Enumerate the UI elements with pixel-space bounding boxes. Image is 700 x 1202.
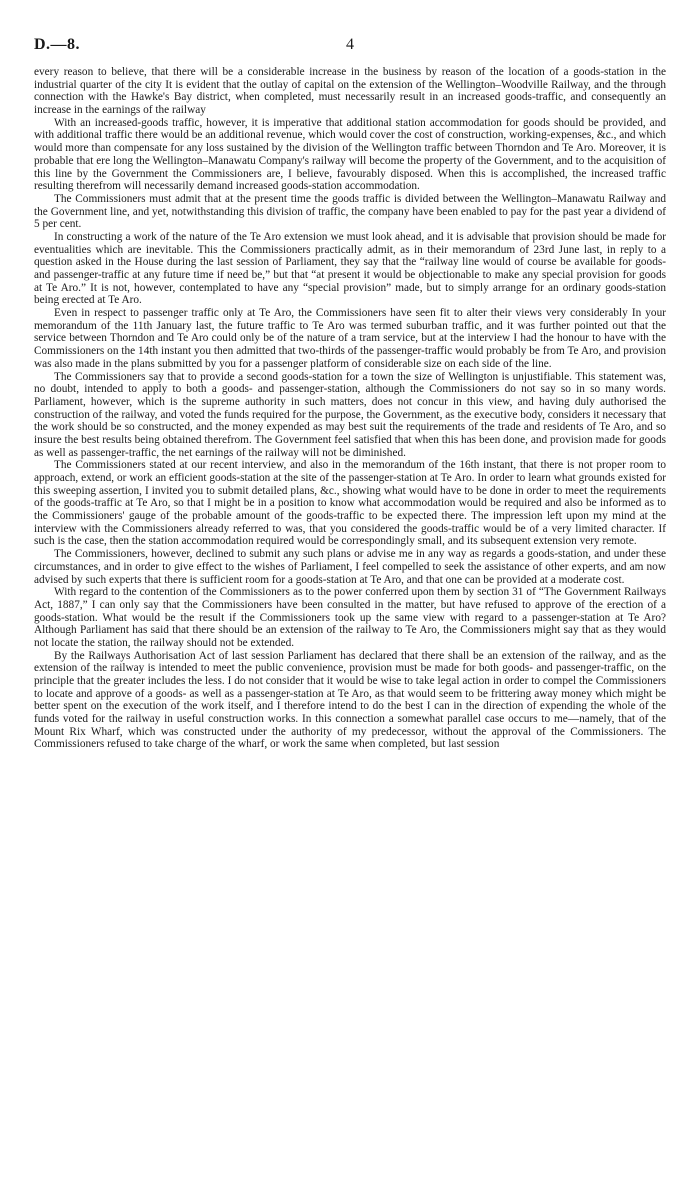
document-reference: D.—8. [34,36,81,53]
paragraph: Even in respect to passenger traffic only at Te Aro, the Commissioners have seen fit to alter their views very considerably In your memorandum of the 11th January last, the future traffic to Te Aro was termed suburban traffic, and it was further pointed out that the service between Thorndon and Te Aro could only be of the nature of a tram service, but at the interview I had the honour to have with the Commissioners on the 14th instant you then admitted that two-thirds of the passenger-traffic would probably be from Te Aro, and provision was also made in the plans submitted by you for a passenger platform of considerable size on each side of the line. [34,307,666,370]
paragraph: The Commissioners say that to provide a second goods-station for a town the size of Wellington is unjustifiable. This statement was, no doubt, intended to apply to both a goods- and passenger-station, although the Commissioners do not say so in so many words. Parliament, however, which is the supreme authority in such matters, does not concur in this view, and having duly authorised the construction of the railway, and voted the funds required for the purpose, the Government, as the executive body, considers it necessary that the work should be so constructed, and the money expended as may best suit the requirements of the trade and residents of Te Aro, and so insure the best results being obtained therefrom. The Government feel satisfied that when this has been done, and provision made for goods as well as passenger-traffic, the net earnings of the railway will not be diminished. [34,370,666,459]
paragraph: every reason to believe, that there will be a considerable increase in the business by reason of the location of a goods-station in the industrial quarter of the city It is evident that the outlay of capital on the extension of the Wellington–Woodville Railway, and the through connection with the Hawke's Bay district, when completed, must necessarily result in an increased goods-traffic, and consequently an increase in the earnings of the railway [34,66,666,117]
paragraph: With an increased-goods traffic, however, it is imperative that additional station accommodation for goods should be provided, and with additional traffic there would be an additional revenue, which would cover the cost of construction, working-expenses, &c., and which would more than compensate for any loss sustained by the division of the Wellington traffic between Thorndon and Te Aro. Moreover, it is probable that ere long the Wellington–Manawatu Company's railway will become the property of the Government, and to the acquisition of this line by the Government the Commissioners are, I believe, favourably disposed. When this is accomplished, the increased traffic resulting therefrom will necessarily demand increased goods-station accommodation. [34,116,666,193]
paragraph: By the Railways Authorisation Act of last session Parliament has declared that there shall be an extension of the railway, and as the extension of the railway is intended to meet the public convenience, provision must be made for both goods- and passenger-traffic, on the principle that the greater includes the less. I do not consider that it would be wise to take legal action in order to compel the Commissioners to locate and approve of a goods- as well as a passenger-station at Te Aro, as that would seem to be frittering away money which might be better spent on the execution of the work itself, and I therefore intend to do the best I can in the direction of expending the whole of the funds voted for the railway in useful construction works. In this connection a somewhat parallel case occurs to me—namely, that of the Mount Rix Wharf, which was constructed under the authority of my predecessor, without the approval of the Commissioners. The Commissioners refused to take charge of the wharf, or work the same when completed, but last session [34,649,666,751]
document-body [34,66,666,751]
paragraph: The Commissioners stated at our recent interview, and also in the memorandum of the 16th instant, that there is not proper room to approach, extend, or work an efficient goods-station at the site of the passenger-station at Te Aro. In order to learn what grounds existed for this sweeping assertion, I invited you to submit detailed plans, &c., showing what would have to be done in order to meet the requirements of the goods-traffic at Te Aro, so that I might be in a position to know what accommodation would be required and also be informed as to the Commissioners' gauge of the probable amount of the goods-traffic to be expected there. The impression left upon my mind at the interview with the Commissioners already referred to was, that you considered the goods-traffic would be of a very limited character. If such is the case, then the station accommodation required would be correspondingly small, and its subsequent extension very remote. [34,459,666,548]
paragraph: With regard to the contention of the Commissioners as to the power conferred upon them by section 31 of “The Government Railways Act, 1887,” I can only say that the Commissioners have been consulted in the matter, but have refused to approve of the erection of a goods-station. What would be the result if the Commissioners took up the same view with regard to a passenger-station at Te Aro? Although Parliament has said that there should be an extension of the railway to Te Aro, the Commissioners might say that as they would not locate the station, the railway should not be extended. [34,586,666,649]
paragraph: The Commissioners must admit that at the present time the goods traffic is divided between the Wellington–Manawatu Railway and the Government line, and yet, notwithstanding this division of traffic, the company have been enabled to pay for the past year a dividend of 5 per cent. [34,192,666,231]
page-number: 4 [346,36,354,53]
page-header [34,36,666,56]
paragraph: In constructing a work of the nature of the Te Aro extension we must look ahead, and it is advisable that provision should be made for eventualities which are inevitable. This the Commissioners practically admit, as in their memorandum of 23rd June last, in reply to a question asked in the House during the last session of Parliament, they say that the “railway line would of course be available for goods- and passenger-traffic at any future time if need be,” but that “at present it would be objectionable to make any special provision for goods at Te Aro.” It is not, however, contemplated to have any “special provision” made, but to simply arrange for an ordinary goods-station being erected at Te Aro. [34,230,666,307]
paragraph: The Commissioners, however, declined to submit any such plans or advise me in any way as regards a goods-station, and under these circumstances, and in order to give effect to the wishes of Parliament, I feel compelled to seek the assistance of other experts, and am now advised by such experts that there is sufficient room for a goods-station at Te Aro, and that one can be provided at a moderate cost. [34,548,666,586]
